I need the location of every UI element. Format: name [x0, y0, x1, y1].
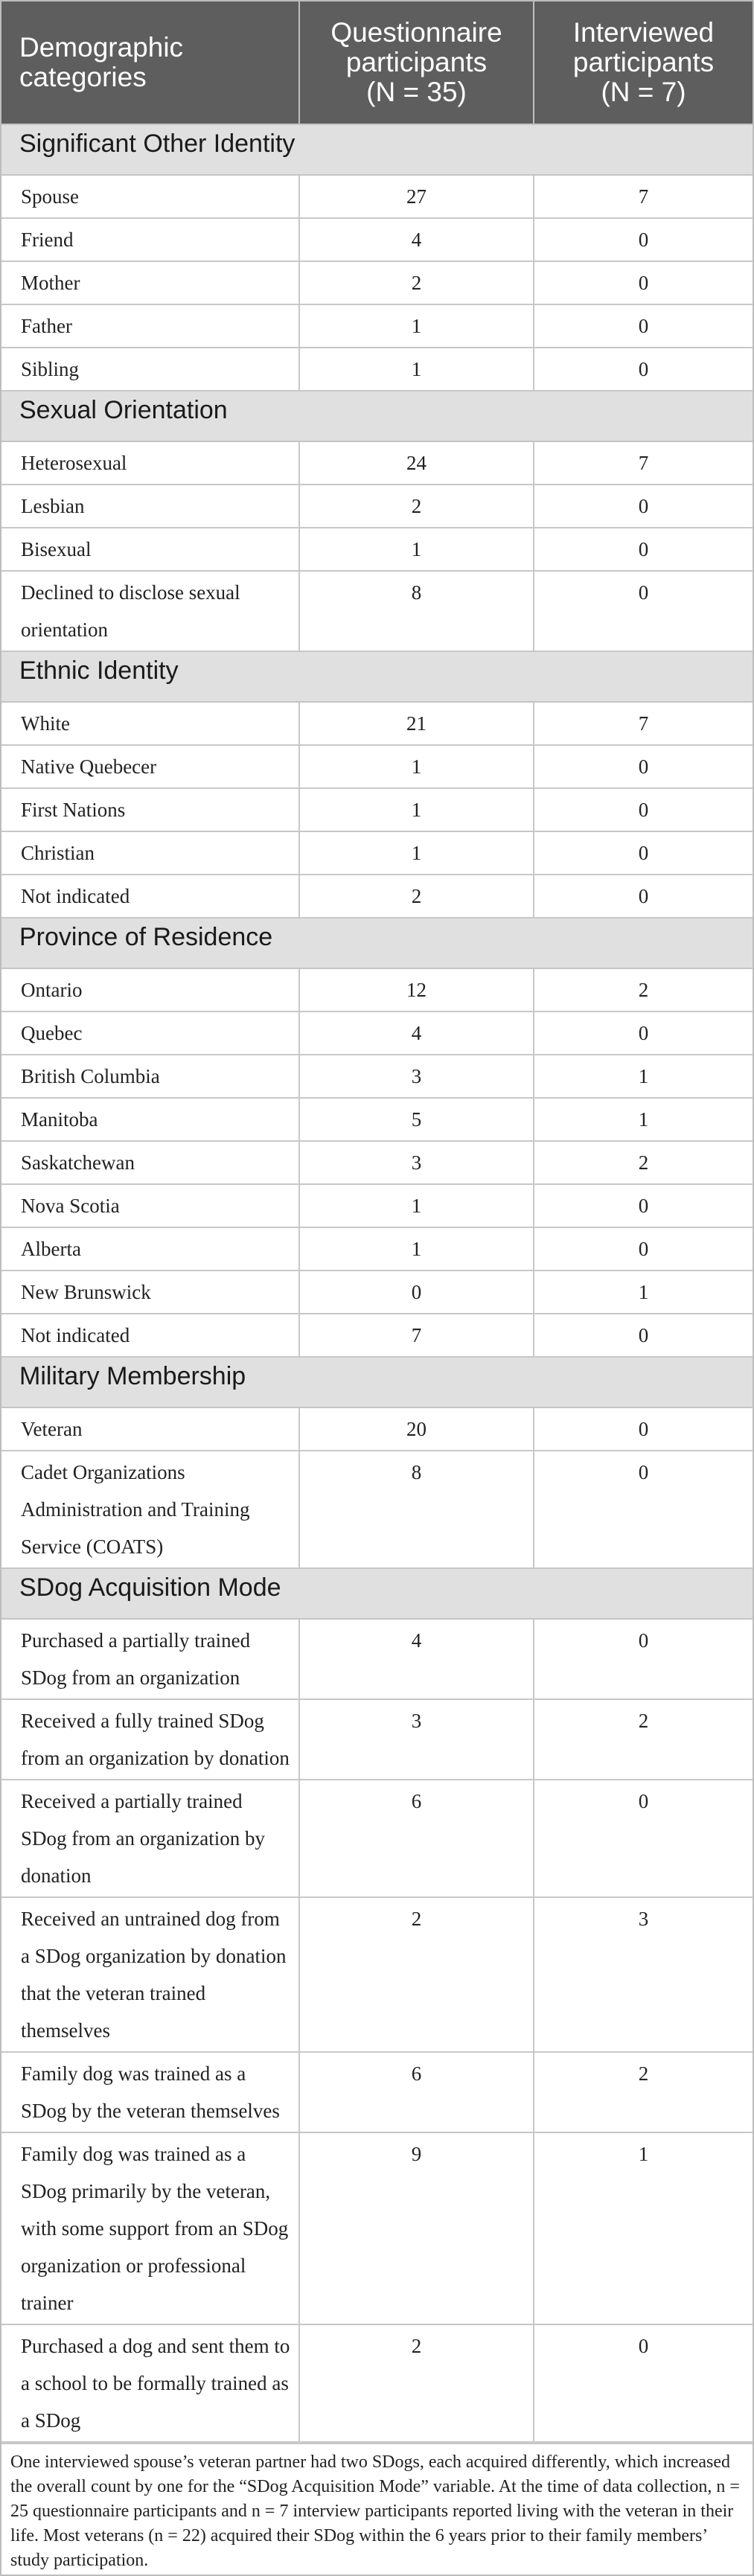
- table-row: [1, 218, 753, 261]
- row-label: Father: [1, 304, 299, 348]
- interviewed-count: 0: [534, 348, 753, 391]
- questionnaire-count: 7: [299, 1314, 534, 1357]
- table-row: [1, 1699, 753, 1780]
- header-row: [1, 1, 753, 124]
- table-row: [1, 1619, 753, 1699]
- row-label: Mother: [1, 261, 299, 304]
- section-title: Province of Residence: [1, 918, 753, 968]
- interviewed-count: 0: [534, 1451, 753, 1568]
- interviewed-count: 2: [534, 968, 753, 1011]
- interviewed-count: 2: [534, 2052, 753, 2132]
- row-label: Friend: [1, 218, 299, 261]
- table-row: [1, 304, 753, 348]
- table-row: [1, 1314, 753, 1357]
- interviewed-count: 1: [534, 1098, 753, 1141]
- table-row: [1, 1407, 753, 1451]
- interviewed-count: 0: [534, 218, 753, 261]
- table-row: [1, 875, 753, 918]
- interviewed-count: 0: [534, 788, 753, 831]
- table-row: [1, 571, 753, 651]
- table-row: [1, 2132, 753, 2324]
- table-row: [1, 831, 753, 875]
- table-row: [1, 1451, 753, 1568]
- row-label: Alberta: [1, 1227, 299, 1271]
- row-label: Purchased a partially trained SDog from an organization: [1, 1619, 299, 1699]
- questionnaire-count: 1: [299, 304, 534, 348]
- questionnaire-count: 9: [299, 2132, 534, 2324]
- row-label: Sibling: [1, 348, 299, 391]
- row-label: White: [1, 702, 299, 745]
- table-row: [1, 2052, 753, 2132]
- interviewed-count: 0: [534, 571, 753, 651]
- row-label: Not indicated: [1, 875, 299, 918]
- questionnaire-count: 1: [299, 528, 534, 571]
- row-label: First Nations: [1, 788, 299, 831]
- table-body: [1, 124, 753, 2442]
- questionnaire-count: 2: [299, 261, 534, 304]
- row-label: Lesbian: [1, 485, 299, 528]
- interviewed-count: 0: [534, 875, 753, 918]
- row-label: Received a partially trained SDog from an organization by donation: [1, 1780, 299, 1897]
- row-label: Spouse: [1, 175, 299, 218]
- table-row: [1, 702, 753, 745]
- section-header-row: [1, 391, 753, 441]
- interviewed-count: 0: [534, 2324, 753, 2442]
- interviewed-count: 0: [534, 528, 753, 571]
- interviewed-count: 7: [534, 702, 753, 745]
- table-row: [1, 2324, 753, 2442]
- table-footnote: One interviewed spouse’s veteran partner had two SDogs, each acquired differently, which increased the overall count by one for the “SDog Acquisition Mode” variable. At the time of data collection, n = 25 questionnaire participants and n = 7 interview participants reported living with the veteran in their life. Most veterans (n = 22) acquired their SDog within the 6 years prior to their family members’ study participation.: [1, 2443, 753, 2573]
- interviewed-count: 0: [534, 745, 753, 788]
- interviewed-count: 0: [534, 1314, 753, 1357]
- questionnaire-count: 6: [299, 2052, 534, 2132]
- header-interviewed-participants: Interviewed participants (N = 7): [534, 1, 753, 124]
- header-demographic-categories: Demographic categories: [1, 1, 299, 124]
- questionnaire-count: 12: [299, 968, 534, 1011]
- questionnaire-count: 4: [299, 218, 534, 261]
- row-label: Quebec: [1, 1011, 299, 1055]
- interviewed-count: 2: [534, 1141, 753, 1184]
- questionnaire-count: 1: [299, 831, 534, 875]
- interviewed-count: 7: [534, 441, 753, 485]
- row-label: Nova Scotia: [1, 1184, 299, 1227]
- row-label: Family dog was trained as a SDog by the veteran themselves: [1, 2052, 299, 2132]
- questionnaire-count: 1: [299, 348, 534, 391]
- row-label: Heterosexual: [1, 441, 299, 485]
- questionnaire-count: 2: [299, 875, 534, 918]
- questionnaire-count: 6: [299, 1780, 534, 1897]
- row-label: Bisexual: [1, 528, 299, 571]
- questionnaire-count: 24: [299, 441, 534, 485]
- interviewed-count: 0: [534, 1227, 753, 1271]
- interviewed-count: 1: [534, 2132, 753, 2324]
- table-row: [1, 1011, 753, 1055]
- questionnaire-count: 2: [299, 485, 534, 528]
- questionnaire-count: 4: [299, 1011, 534, 1055]
- questionnaire-count: 5: [299, 1098, 534, 1141]
- interviewed-count: 2: [534, 1699, 753, 1780]
- interviewed-count: 3: [534, 1897, 753, 2052]
- row-label: British Columbia: [1, 1055, 299, 1098]
- questionnaire-count: 3: [299, 1055, 534, 1098]
- section-title: SDog Acquisition Mode: [1, 1568, 753, 1619]
- row-label: Not indicated: [1, 1314, 299, 1357]
- questionnaire-count: 0: [299, 1271, 534, 1314]
- section-header-row: [1, 651, 753, 702]
- table-row: [1, 1780, 753, 1897]
- questionnaire-count: 2: [299, 2324, 534, 2442]
- questionnaire-count: 8: [299, 571, 534, 651]
- row-label: Saskatchewan: [1, 1141, 299, 1184]
- interviewed-count: 7: [534, 175, 753, 218]
- table-row: [1, 745, 753, 788]
- row-label: Ontario: [1, 968, 299, 1011]
- table-row: [1, 485, 753, 528]
- table-row: [1, 528, 753, 571]
- row-label: Purchased a dog and sent them to a school to be formally trained as a SDog: [1, 2324, 299, 2442]
- interviewed-count: 0: [534, 1184, 753, 1227]
- interviewed-count: 0: [534, 1407, 753, 1451]
- row-label: Family dog was trained as a SDog primarily by the veteran, with some support from an SDog organization or professional trainer: [1, 2132, 299, 2324]
- interviewed-count: 0: [534, 1619, 753, 1699]
- table-row: [1, 788, 753, 831]
- row-label: Christian: [1, 831, 299, 875]
- questionnaire-count: 4: [299, 1619, 534, 1699]
- table-row: [1, 175, 753, 218]
- questionnaire-count: 1: [299, 1227, 534, 1271]
- table-row: [1, 261, 753, 304]
- row-label: Received an untrained dog from a SDog organization by donation that the veteran trained themselves: [1, 1897, 299, 2052]
- section-title: Ethnic Identity: [1, 651, 753, 702]
- table-row: [1, 1098, 753, 1141]
- table-row: [1, 1184, 753, 1227]
- questionnaire-count: 1: [299, 745, 534, 788]
- section-header-row: [1, 918, 753, 968]
- table-row: [1, 348, 753, 391]
- questionnaire-count: 1: [299, 788, 534, 831]
- questionnaire-count: 3: [299, 1699, 534, 1780]
- interviewed-count: 1: [534, 1055, 753, 1098]
- table-row: [1, 1141, 753, 1184]
- table-row: [1, 1227, 753, 1271]
- interviewed-count: 0: [534, 1780, 753, 1897]
- section-title: Significant Other Identity: [1, 124, 753, 175]
- row-label: New Brunswick: [1, 1271, 299, 1314]
- row-label: Received a fully trained SDog from an organization by donation: [1, 1699, 299, 1780]
- interviewed-count: 0: [534, 261, 753, 304]
- questionnaire-count: 21: [299, 702, 534, 745]
- table-row: [1, 1271, 753, 1314]
- section-title: Sexual Orientation: [1, 391, 753, 441]
- interviewed-count: 0: [534, 1011, 753, 1055]
- row-label: Native Quebecer: [1, 745, 299, 788]
- interviewed-count: 0: [534, 304, 753, 348]
- table-row: [1, 968, 753, 1011]
- interviewed-count: 0: [534, 485, 753, 528]
- interviewed-count: 0: [534, 831, 753, 875]
- questionnaire-count: 3: [299, 1141, 534, 1184]
- row-label: Cadet Organizations Administration and Training Service (COATS): [1, 1451, 299, 1568]
- row-label: Declined to disclose sexual orientation: [1, 571, 299, 651]
- section-header-row: [1, 1357, 753, 1407]
- table-row: [1, 1897, 753, 2052]
- row-label: Veteran: [1, 1407, 299, 1451]
- demographics-table: [1, 1, 753, 2443]
- questionnaire-count: 8: [299, 1451, 534, 1568]
- questionnaire-count: 2: [299, 1897, 534, 2052]
- header-questionnaire-participants: Questionnaire participants (N = 35): [299, 1, 534, 124]
- table-row: [1, 1055, 753, 1098]
- section-header-row: [1, 1568, 753, 1619]
- interviewed-count: 1: [534, 1271, 753, 1314]
- section-title: Military Membership: [1, 1357, 753, 1407]
- questionnaire-count: 20: [299, 1407, 534, 1451]
- questionnaire-count: 27: [299, 175, 534, 218]
- row-label: Manitoba: [1, 1098, 299, 1141]
- questionnaire-count: 1: [299, 1184, 534, 1227]
- table-row: [1, 441, 753, 485]
- section-header-row: [1, 124, 753, 175]
